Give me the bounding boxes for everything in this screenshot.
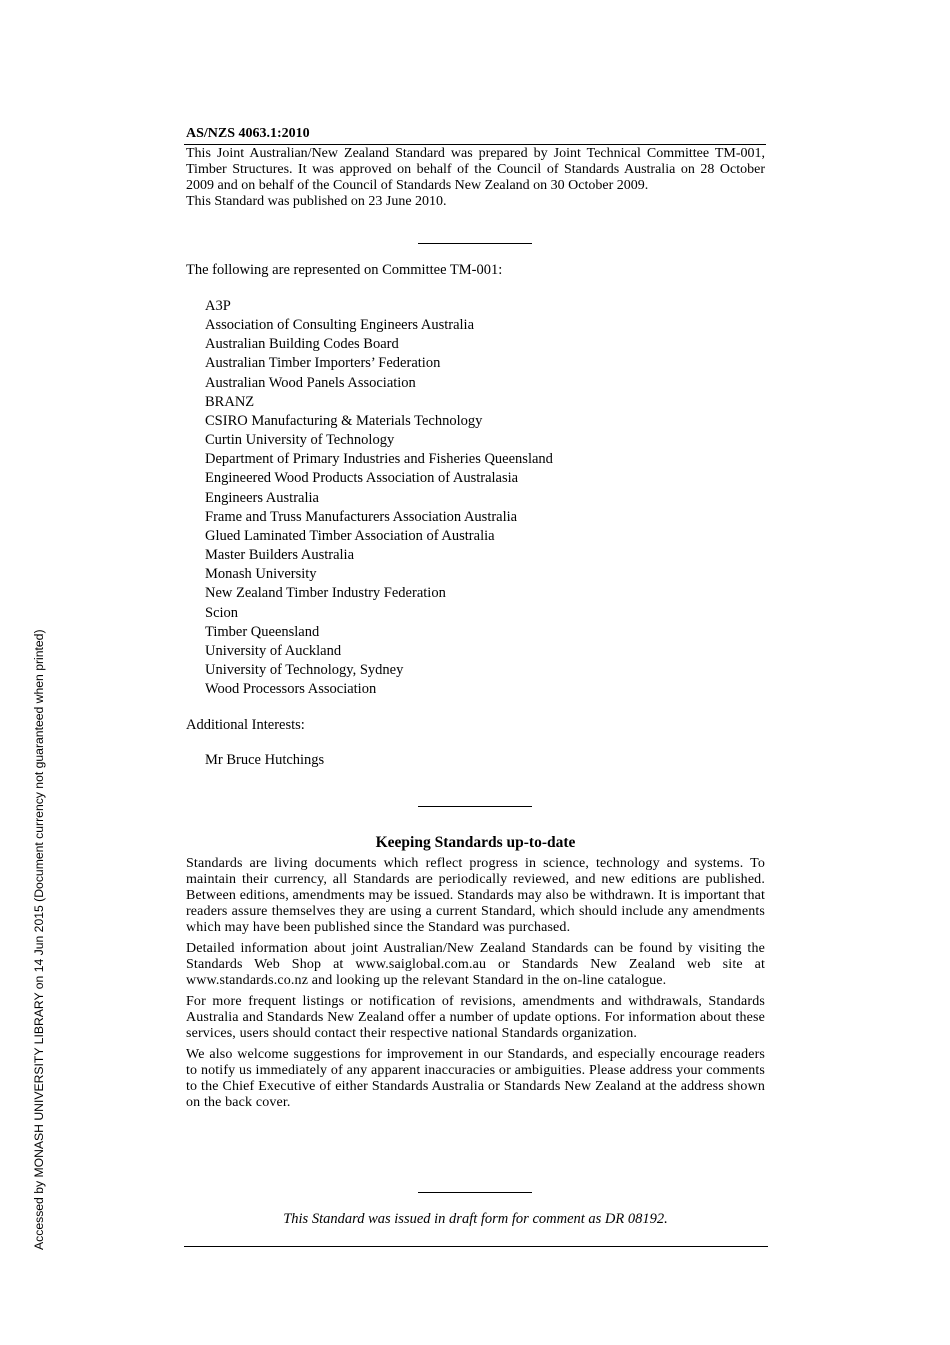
access-watermark: Accessed by MONASH UNIVERSITY LIBRARY on 14 Jun 2015 (Document currency not guaranteed when printed): [32, 629, 46, 1250]
section-divider: [418, 1192, 532, 1193]
list-item: Curtin University of Technology: [205, 432, 395, 449]
body-paragraph: For more frequent listings or notification of revisions, amendments and withdrawals, Standards Australia and Standards New Zealand offer a number of update options. For information about these services, users should contact their respective national Standards organization.: [186, 994, 765, 1041]
list-item: BRANZ: [205, 393, 255, 410]
list-item: Master Builders Australia: [205, 547, 355, 564]
list-item: Australian Wood Panels Association: [205, 374, 416, 391]
list-item: Timber Queensland: [205, 623, 320, 640]
published-date: This Standard was published on 23 June 2010.: [186, 194, 447, 209]
footer-rule: [184, 1246, 768, 1247]
keeping-up-to-date-body: [186, 856, 765, 1116]
section-divider: [418, 806, 532, 807]
section-divider: [418, 243, 532, 244]
additional-interest-name: Mr Bruce Hutchings: [205, 752, 325, 768]
list-item: Wood Processors Association: [205, 681, 377, 698]
list-item: Australian Timber Importers’ Federation: [205, 355, 441, 372]
list-item: Department of Primary Industries and Fisheries Queensland: [205, 451, 553, 468]
standard-code: AS/NZS 4063.1:2010: [186, 126, 310, 141]
intro-section: [186, 146, 765, 210]
committee-member-list: [205, 297, 553, 699]
list-item: Australian Building Codes Board: [205, 336, 399, 353]
intro-paragraph: This Joint Australian/New Zealand Standard was prepared by Joint Technical Committee TM-001, Timber Structures. It was approved on behalf of the Council of Standards Australia on 28 October 2009 and on behalf of the Council of Standards New Zealand on 30 October 2009.: [186, 146, 765, 193]
additional-interests-heading: Additional Interests:: [186, 717, 305, 733]
header-rule: [184, 144, 766, 145]
list-item: University of Technology, Sydney: [205, 661, 404, 678]
list-item: Glued Laminated Timber Association of Australia: [205, 527, 495, 544]
list-item: CSIRO Manufacturing & Materials Technology: [205, 412, 483, 429]
committee-heading: The following are represented on Committee TM-001:: [186, 262, 503, 278]
draft-note: This Standard was issued in draft form for comment as DR 08192.: [283, 1211, 668, 1227]
list-item: Engineered Wood Products Association of Australasia: [205, 470, 519, 487]
body-paragraph: We also welcome suggestions for improvement in our Standards, and especially encourage readers to notify us immediately of any apparent inaccuracies or ambiguities. Please address your comments to the Chief Executive of either Standards Australia or Standards New Zealand at the address shown on the back cover.: [186, 1047, 765, 1110]
body-paragraph: Detailed information about joint Australian/New Zealand Standards can be found by visiting the Standards Web Shop at www.saiglobal.com.au or Standards New Zealand web site at www.standards.co.nz and looking up the relevant Standard in the on-line catalogue.: [186, 941, 765, 988]
list-item: Frame and Truss Manufacturers Association Australia: [205, 508, 518, 525]
list-item: Association of Consulting Engineers Australia: [205, 317, 475, 334]
list-item: New Zealand Timber Industry Federation: [205, 585, 446, 602]
list-item: Scion: [205, 604, 239, 621]
list-item: A3P: [205, 298, 231, 314]
body-paragraph: Standards are living documents which reflect progress in science, technology and systems. To maintain their currency, all Standards are periodically reviewed, and new editions are published. Between editions, amendments may be issued. Standards may also be withdrawn. It is important that readers assure themselves they are using a current Standard, which should include any amendments which may have been published since the Standard was purchased.: [186, 856, 765, 935]
list-item: University of Auckland: [205, 642, 342, 659]
keeping-up-to-date-heading: Keeping Standards up-to-date: [375, 834, 576, 851]
list-item: Engineers Australia: [205, 489, 319, 506]
list-item: Monash University: [205, 566, 317, 583]
